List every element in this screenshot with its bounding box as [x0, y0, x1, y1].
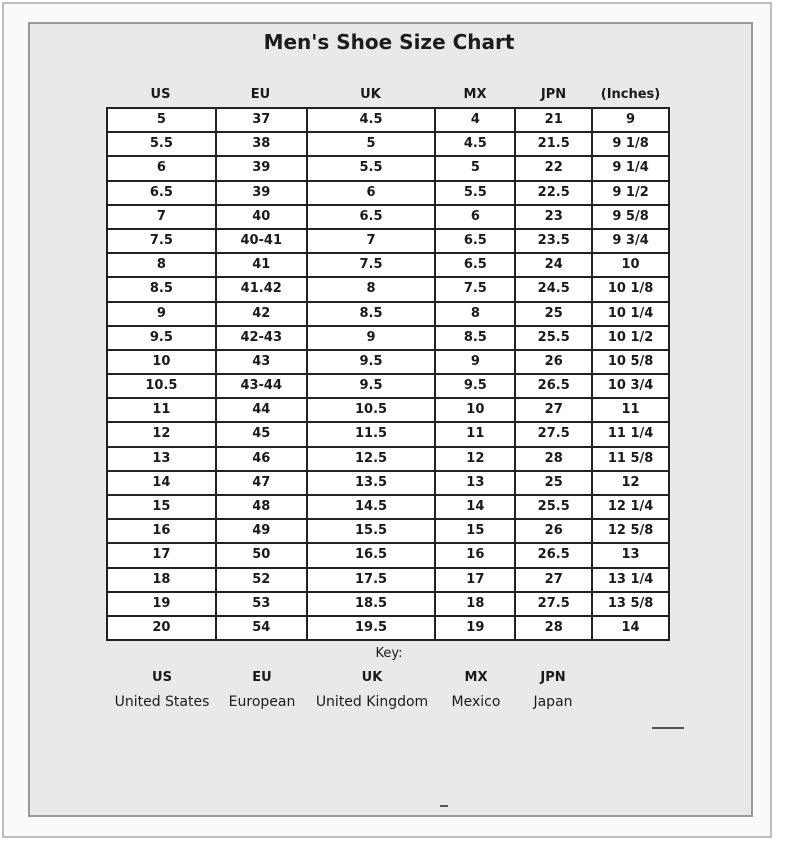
cell-mx: 16	[436, 544, 516, 568]
cell-inches: 13	[593, 544, 670, 568]
cell-us: 8	[108, 254, 217, 278]
table-row	[108, 617, 670, 641]
cell-us: 7.5	[108, 230, 217, 254]
key-abbr-jpn: JPN	[540, 670, 566, 685]
header-us: US	[150, 87, 171, 102]
cell-mx: 8.5	[436, 327, 516, 351]
cell-jpn: 22.5	[516, 182, 593, 206]
table-row	[108, 351, 670, 375]
cell-mx: 17	[436, 569, 516, 593]
table-row	[108, 544, 670, 568]
cell-inches: 11	[593, 399, 670, 423]
table-row	[108, 496, 670, 520]
key-name-mx: Mexico	[451, 694, 501, 710]
table-row	[108, 569, 670, 593]
cell-mx: 6.5	[436, 230, 516, 254]
cell-jpn: 26	[516, 351, 593, 375]
cell-eu: 40	[217, 206, 308, 230]
table-row	[108, 230, 670, 254]
cell-inches: 9 1/2	[593, 182, 670, 206]
cell-eu: 41.42	[217, 278, 308, 302]
cell-uk: 5.5	[308, 157, 437, 181]
cell-uk: 5	[308, 133, 437, 157]
cell-jpn: 21	[516, 109, 593, 133]
cell-jpn: 21.5	[516, 133, 593, 157]
cell-eu: 37	[217, 109, 308, 133]
cell-jpn: 25	[516, 303, 593, 327]
key-abbr-uk: UK	[361, 670, 383, 685]
cell-uk: 18.5	[308, 593, 437, 617]
cell-jpn: 26.5	[516, 375, 593, 399]
cell-eu: 44	[217, 399, 308, 423]
cell-us: 20	[108, 617, 217, 641]
cell-us: 9.5	[108, 327, 217, 351]
cell-eu: 45	[217, 423, 308, 447]
cell-inches: 10	[593, 254, 670, 278]
table-row	[108, 254, 670, 278]
cell-uk: 9	[308, 327, 437, 351]
cell-us: 10.5	[108, 375, 217, 399]
cell-eu: 46	[217, 448, 308, 472]
cell-inches: 9 5/8	[593, 206, 670, 230]
key-name-us: United States	[114, 694, 210, 710]
header-eu: EU	[250, 87, 271, 102]
cell-mx: 13	[436, 472, 516, 496]
cell-mx: 15	[436, 520, 516, 544]
cell-jpn: 25.5	[516, 327, 593, 351]
cell-uk: 11.5	[308, 423, 437, 447]
key-name-jpn: Japan	[533, 694, 573, 710]
cell-jpn: 24	[516, 254, 593, 278]
cell-uk: 6.5	[308, 206, 437, 230]
cell-mx: 4	[436, 109, 516, 133]
cell-inches: 11 1/4	[593, 423, 670, 447]
cell-jpn: 27.5	[516, 423, 593, 447]
table-row	[108, 206, 670, 230]
cell-inches: 10 5/8	[593, 351, 670, 375]
key-abbr-mx: MX	[464, 670, 488, 685]
header-jpn: JPN	[540, 87, 567, 102]
table-row	[108, 472, 670, 496]
cell-jpn: 27.5	[516, 593, 593, 617]
cell-uk: 7.5	[308, 254, 437, 278]
cell-us: 6.5	[108, 182, 217, 206]
cell-mx: 4.5	[436, 133, 516, 157]
cell-us: 14	[108, 472, 217, 496]
table-row	[108, 109, 670, 133]
table-row	[108, 157, 670, 181]
cell-eu: 41	[217, 254, 308, 278]
cell-eu: 48	[217, 496, 308, 520]
table-row	[108, 423, 670, 447]
cell-uk: 15.5	[308, 520, 437, 544]
cell-eu: 49	[217, 520, 308, 544]
cell-eu: 47	[217, 472, 308, 496]
cell-inches: 10 3/4	[593, 375, 670, 399]
cell-inches: 13 1/4	[593, 569, 670, 593]
cell-inches: 10 1/2	[593, 327, 670, 351]
stray-mark	[440, 805, 448, 807]
chart-title: Men's Shoe Size Chart	[263, 30, 515, 54]
column-headers	[106, 87, 669, 107]
cell-us: 8.5	[108, 278, 217, 302]
cell-inches: 9	[593, 109, 670, 133]
cell-eu: 43-44	[217, 375, 308, 399]
key-abbr-us: US	[152, 670, 172, 685]
cell-mx: 9	[436, 351, 516, 375]
cell-mx: 5	[436, 157, 516, 181]
cell-us: 19	[108, 593, 217, 617]
cell-uk: 10.5	[308, 399, 437, 423]
cell-uk: 16.5	[308, 544, 437, 568]
cell-jpn: 28	[516, 448, 593, 472]
header-uk: UK	[360, 87, 381, 102]
table-row	[108, 375, 670, 399]
cell-eu: 53	[217, 593, 308, 617]
key-label: Key:	[375, 646, 403, 661]
cell-mx: 9.5	[436, 375, 516, 399]
cell-inches: 14	[593, 617, 670, 641]
table-row	[108, 182, 670, 206]
table-row	[108, 593, 670, 617]
cell-jpn: 27	[516, 569, 593, 593]
cell-us: 16	[108, 520, 217, 544]
cell-uk: 9.5	[308, 375, 437, 399]
cell-inches: 10 1/8	[593, 278, 670, 302]
cell-mx: 7.5	[436, 278, 516, 302]
cell-inches: 12 1/4	[593, 496, 670, 520]
cell-eu: 38	[217, 133, 308, 157]
cell-inches: 11 5/8	[593, 448, 670, 472]
cell-uk: 14.5	[308, 496, 437, 520]
size-table	[106, 107, 670, 641]
cell-uk: 7	[308, 230, 437, 254]
cell-eu: 52	[217, 569, 308, 593]
cell-uk: 8.5	[308, 303, 437, 327]
cell-us: 7	[108, 206, 217, 230]
cell-eu: 39	[217, 182, 308, 206]
cell-jpn: 27	[516, 399, 593, 423]
cell-eu: 50	[217, 544, 308, 568]
cell-uk: 17.5	[308, 569, 437, 593]
cell-jpn: 25.5	[516, 496, 593, 520]
cell-eu: 39	[217, 157, 308, 181]
cell-uk: 9.5	[308, 351, 437, 375]
cell-inches: 9 3/4	[593, 230, 670, 254]
key-name-uk: United Kingdom	[315, 694, 429, 710]
cell-us: 5.5	[108, 133, 217, 157]
cell-us: 11	[108, 399, 217, 423]
cell-jpn: 23	[516, 206, 593, 230]
cell-uk: 4.5	[308, 109, 437, 133]
cell-uk: 6	[308, 182, 437, 206]
cell-us: 9	[108, 303, 217, 327]
cell-mx: 19	[436, 617, 516, 641]
header-inches: (Inches)	[600, 87, 661, 102]
cell-us: 5	[108, 109, 217, 133]
cell-inches: 9 1/8	[593, 133, 670, 157]
cell-us: 13	[108, 448, 217, 472]
cell-jpn: 28	[516, 617, 593, 641]
table-row	[108, 448, 670, 472]
header-mx: MX	[463, 87, 487, 102]
key-abbr-eu: EU	[252, 670, 272, 685]
cell-mx: 10	[436, 399, 516, 423]
cell-inches: 12	[593, 472, 670, 496]
cell-eu: 43	[217, 351, 308, 375]
cell-inches: 9 1/4	[593, 157, 670, 181]
cell-uk: 12.5	[308, 448, 437, 472]
cell-jpn: 23.5	[516, 230, 593, 254]
cell-jpn: 22	[516, 157, 593, 181]
cell-eu: 42	[217, 303, 308, 327]
cell-jpn: 26.5	[516, 544, 593, 568]
cell-inches: 12 5/8	[593, 520, 670, 544]
cell-us: 12	[108, 423, 217, 447]
table-row	[108, 303, 670, 327]
cell-jpn: 25	[516, 472, 593, 496]
cell-eu: 40-41	[217, 230, 308, 254]
cell-uk: 19.5	[308, 617, 437, 641]
cell-inches: 13 5/8	[593, 593, 670, 617]
cell-mx: 6.5	[436, 254, 516, 278]
key-name-eu: European	[228, 694, 296, 710]
cell-mx: 12	[436, 448, 516, 472]
cell-uk: 8	[308, 278, 437, 302]
cell-mx: 5.5	[436, 182, 516, 206]
cell-uk: 13.5	[308, 472, 437, 496]
cell-mx: 11	[436, 423, 516, 447]
stray-mark	[652, 727, 684, 729]
cell-us: 15	[108, 496, 217, 520]
table-row	[108, 133, 670, 157]
cell-us: 18	[108, 569, 217, 593]
cell-jpn: 26	[516, 520, 593, 544]
cell-mx: 18	[436, 593, 516, 617]
table-row	[108, 399, 670, 423]
cell-jpn: 24.5	[516, 278, 593, 302]
cell-mx: 6	[436, 206, 516, 230]
table-row	[108, 327, 670, 351]
cell-mx: 8	[436, 303, 516, 327]
cell-us: 17	[108, 544, 217, 568]
cell-inches: 10 1/4	[593, 303, 670, 327]
cell-mx: 14	[436, 496, 516, 520]
cell-eu: 42-43	[217, 327, 308, 351]
cell-eu: 54	[217, 617, 308, 641]
table-row	[108, 278, 670, 302]
cell-us: 10	[108, 351, 217, 375]
cell-us: 6	[108, 157, 217, 181]
table-row	[108, 520, 670, 544]
